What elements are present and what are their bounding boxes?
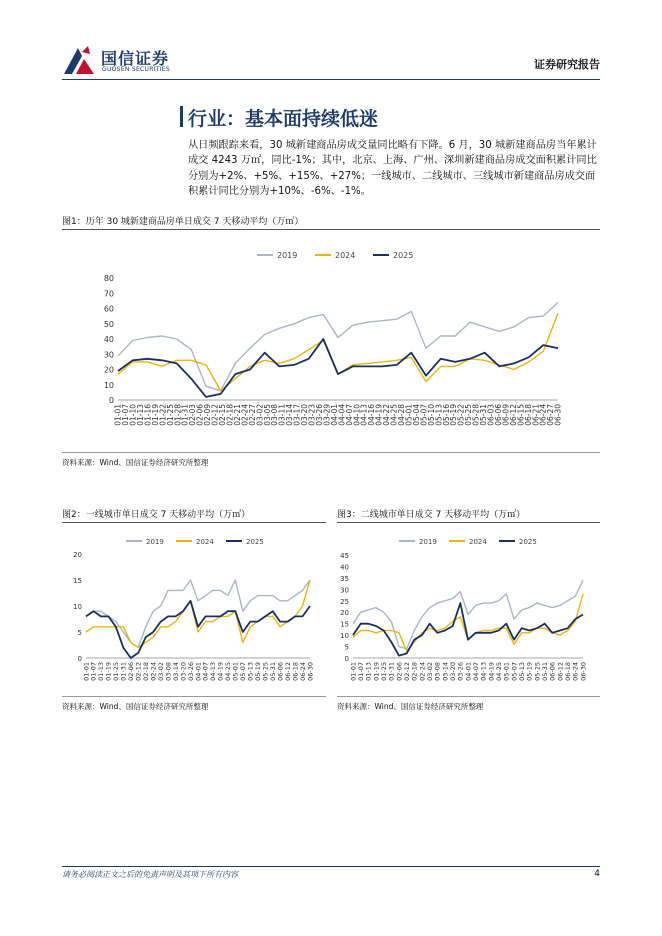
x-tick-label: 06-06	[493, 404, 503, 426]
legend-label-2025: 2025	[246, 538, 264, 546]
x-tick-label: 01-31	[180, 404, 190, 426]
x-tick-label: 02-24	[149, 662, 158, 681]
x-tick-label: 03-17	[292, 404, 302, 426]
x-tick-label: 01-07	[89, 662, 98, 681]
x-tick-label: 04-07	[471, 662, 480, 681]
series-line-2024	[118, 313, 558, 391]
x-tick-label: 05-04	[411, 404, 421, 426]
x-tick-label: 03-02	[156, 662, 165, 681]
x-tick-label: 03-26	[314, 404, 324, 426]
x-tick-label: 04-13	[209, 662, 218, 681]
x-tick-label: 05-10	[426, 404, 436, 426]
x-tick-label: 03-11	[277, 404, 287, 426]
x-tick-label: 03-08	[270, 404, 280, 426]
x-tick-label: 01-13	[364, 662, 373, 681]
x-tick-label: 01-01	[349, 662, 358, 681]
x-tick-label: 01-13	[135, 404, 145, 426]
x-tick-label: 04-25	[494, 662, 503, 681]
x-tick-label: 02-27	[247, 404, 257, 426]
section-body-paragraph: 从日频跟踪来看，30 城新建商品房成交量同比略有下降。6 月，30 城新建商品房当年累计成交 4243 万㎡，同比-1%；其中，北京、上海、广州、深圳新建商品房成交面积累计同比分别为+2%、+5%、+15%、+27%；一线城市、二线城市、三线城市新建商品房成交面积累计同比分别为+10%、-6%、-1%。	[188, 140, 597, 198]
y-tick-label: 10	[340, 632, 349, 641]
y-tick-label: 5	[344, 643, 349, 652]
y-tick-label: 60	[103, 304, 114, 314]
x-tick-label: 03-08	[433, 662, 442, 681]
x-tick-label: 06-18	[291, 662, 300, 681]
figure-1-top-rule	[62, 229, 600, 230]
legend-label-2024: 2024	[196, 538, 214, 546]
figure-2-source: 资料来源：Wind、国信证券经济研究所整理	[62, 702, 209, 711]
x-tick-label: 04-16	[367, 404, 377, 426]
x-tick-label: 06-12	[556, 662, 565, 681]
footer-divider	[62, 866, 600, 867]
y-tick-label: 20	[340, 609, 349, 618]
x-tick-label: 04-22	[382, 404, 392, 426]
x-tick-label: 01-25	[112, 662, 121, 681]
legend-item-2025	[373, 251, 413, 260]
x-tick-label: 04-28	[397, 404, 407, 426]
figure-2-top-rule	[62, 522, 326, 523]
x-tick-label: 01-31	[119, 662, 128, 681]
y-tick-label: 0	[77, 655, 82, 663]
x-tick-label: 03-14	[441, 662, 450, 681]
x-tick-label: 01-01	[113, 404, 123, 426]
x-tick-label: 03-23	[307, 404, 317, 426]
x-tick-label: 04-04	[337, 404, 347, 426]
x-tick-label: 05-13	[517, 662, 526, 681]
legend-label-2024: 2024	[469, 538, 487, 546]
x-tick-label: 05-16	[441, 404, 451, 426]
x-tick-label: 06-06	[548, 662, 557, 681]
x-tick-label: 02-24	[418, 662, 427, 681]
x-tick-label: 03-14	[285, 404, 295, 426]
x-tick-label: 02-06	[195, 404, 205, 426]
x-tick-label: 06-24	[298, 662, 307, 681]
figure-3-source: 资料来源：Wind、国信证券经济研究所整理	[337, 702, 484, 711]
section-title: 行业：基本面持续低迷	[188, 108, 379, 130]
x-tick-label: 01-28	[173, 404, 183, 426]
figure-3-title: 图3：二线城市单日成交 7 天移动平均（万㎡）	[337, 510, 526, 520]
x-tick-label: 02-15	[218, 404, 228, 426]
x-tick-label: 04-01	[329, 404, 339, 426]
figure-1-bottom-rule	[62, 452, 600, 453]
y-tick-label: 40	[103, 335, 114, 344]
x-tick-label: 05-13	[434, 404, 444, 426]
report-type-label: 证券研究报告	[534, 58, 600, 71]
x-tick-label: 03-02	[255, 404, 265, 426]
y-tick-label: 20	[103, 365, 114, 375]
x-tick-label: 05-31	[540, 662, 549, 681]
x-tick-label: 01-10	[128, 404, 138, 426]
x-tick-label: 05-19	[449, 404, 459, 426]
x-tick-label: 06-24	[538, 404, 548, 426]
x-tick-label: 05-25	[261, 662, 270, 681]
series-line-2019	[118, 302, 558, 390]
legend-item-2025	[499, 538, 537, 546]
x-tick-label: 03-29	[322, 404, 332, 426]
y-tick-label: 20	[73, 551, 82, 559]
logo-chinese-name: 国信证券	[101, 49, 170, 68]
x-tick-label: 06-06	[276, 662, 285, 681]
x-tick-label: 06-12	[508, 404, 518, 426]
x-tick-label: 01-22	[158, 404, 168, 426]
x-tick-label: 03-02	[425, 662, 434, 681]
x-tick-label: 01-25	[165, 404, 175, 426]
legend-label-2019: 2019	[146, 538, 164, 546]
x-tick-label: 04-07	[201, 662, 210, 681]
x-tick-label: 03-08	[164, 662, 173, 681]
x-tick-label: 04-19	[216, 662, 225, 681]
guosen-logo-icon	[62, 44, 96, 78]
x-tick-label: 05-07	[510, 662, 519, 681]
x-tick-label: 01-07	[121, 404, 131, 426]
x-tick-label: 01-25	[379, 662, 388, 681]
x-tick-label: 06-12	[283, 662, 292, 681]
x-tick-label: 05-25	[464, 404, 474, 426]
y-tick-label: 25	[340, 597, 349, 606]
section-title-accent	[180, 106, 183, 127]
x-tick-label: 02-21	[232, 404, 242, 426]
x-tick-label: 05-31	[479, 404, 489, 426]
x-tick-label: 04-25	[389, 404, 399, 426]
x-tick-label: 02-18	[142, 662, 151, 681]
x-tick-label: 02-03	[188, 404, 198, 426]
x-tick-label: 03-20	[300, 404, 310, 426]
x-tick-label: 02-06	[127, 662, 136, 681]
x-tick-label: 05-22	[456, 404, 466, 426]
x-tick-label: 06-30	[553, 404, 563, 426]
series-line-2025	[353, 603, 583, 656]
legend-item-2024	[176, 538, 214, 546]
header-divider	[62, 79, 600, 80]
x-tick-label: 06-24	[571, 662, 580, 681]
x-tick-label: 05-19	[254, 662, 263, 681]
legend-item-2019	[257, 251, 297, 260]
series-line-2025	[118, 339, 558, 397]
x-tick-label: 06-18	[523, 404, 533, 426]
y-tick-label: 5	[77, 629, 82, 637]
x-tick-label: 06-18	[563, 662, 572, 681]
x-tick-label: 01-07	[356, 662, 365, 681]
x-tick-label: 04-01	[194, 662, 203, 681]
x-tick-label: 02-24	[240, 404, 250, 426]
x-tick-label: 03-26	[186, 662, 195, 681]
x-tick-label: 03-26	[456, 662, 465, 681]
y-tick-label: 15	[73, 577, 82, 585]
x-tick-label: 06-09	[501, 404, 511, 426]
x-tick-label: 04-19	[374, 404, 384, 426]
x-tick-label: 06-03	[486, 404, 496, 426]
x-tick-label: 02-12	[402, 662, 411, 681]
x-tick-label: 02-06	[395, 662, 404, 681]
legend-item-2024	[315, 251, 355, 260]
x-tick-label: 04-10	[352, 404, 362, 426]
x-tick-label: 04-19	[487, 662, 496, 681]
figure-2-line-chart	[62, 524, 326, 696]
y-tick-label: 35	[340, 574, 349, 583]
x-tick-label: 01-13	[97, 662, 106, 681]
y-tick-label: 10	[73, 603, 82, 611]
x-tick-label: 05-19	[525, 662, 534, 681]
x-tick-label: 02-09	[203, 404, 213, 426]
x-tick-label: 05-25	[533, 662, 542, 681]
x-tick-label: 01-31	[387, 662, 396, 681]
legend-label-2025: 2025	[393, 251, 414, 260]
figure-3-bottom-rule	[337, 696, 600, 697]
x-tick-label: 05-13	[246, 662, 255, 681]
legend-item-2019	[126, 538, 164, 546]
y-tick-label: 70	[103, 289, 114, 299]
x-tick-label: 02-12	[210, 404, 220, 426]
figure-3-top-rule	[337, 522, 600, 523]
legend-label-2019: 2019	[419, 538, 437, 546]
x-tick-label: 03-20	[179, 662, 188, 681]
x-tick-label: 03-05	[262, 404, 272, 426]
figure-1-title: 图1：历年 30 城新建商品房单日成交 7 天移动平均（万㎡）	[62, 217, 304, 227]
x-tick-label: 02-18	[225, 404, 235, 426]
y-tick-label: 10	[103, 380, 114, 390]
x-tick-label: 04-25	[224, 662, 233, 681]
x-tick-label: 06-27	[546, 404, 556, 426]
x-tick-label: 01-16	[143, 404, 153, 426]
x-tick-label: 04-13	[479, 662, 488, 681]
x-tick-label: 04-01	[464, 662, 473, 681]
y-tick-label: 15	[340, 620, 349, 629]
x-tick-label: 06-30	[306, 662, 315, 681]
x-tick-label: 05-28	[471, 404, 481, 426]
footer-disclaimer: 请务必阅读正文之后的免责声明及其项下所有内容	[62, 870, 238, 879]
legend-label-2024: 2024	[335, 251, 356, 260]
x-tick-label: 04-13	[359, 404, 369, 426]
x-tick-label: 05-31	[268, 662, 277, 681]
figure-2-title: 图2：一线城市单日成交 7 天移动平均（万㎡）	[62, 510, 251, 520]
logo-english-name: GUOSEN SECURITIES	[102, 66, 171, 73]
x-tick-label: 06-30	[579, 662, 588, 681]
x-tick-label: 01-19	[150, 404, 160, 426]
x-tick-label: 02-12	[134, 662, 143, 681]
x-tick-label: 06-15	[516, 404, 526, 426]
x-tick-label: 01-19	[104, 662, 113, 681]
x-tick-label: 03-14	[171, 662, 180, 681]
y-tick-label: 30	[340, 586, 349, 595]
y-tick-label: 30	[103, 350, 114, 360]
x-tick-label: 05-01	[404, 404, 414, 426]
x-tick-label: 05-07	[239, 662, 248, 681]
x-tick-label: 05-01	[231, 662, 240, 681]
figure-1-line-chart	[62, 232, 600, 452]
x-tick-label: 02-18	[410, 662, 419, 681]
page-number: 4	[594, 869, 600, 879]
y-tick-label: 40	[340, 563, 349, 572]
y-tick-label: 0	[108, 396, 114, 405]
figure-3-line-chart	[337, 524, 600, 696]
x-tick-label: 05-07	[419, 404, 429, 426]
x-tick-label: 04-07	[344, 404, 354, 426]
x-tick-label: 05-01	[502, 662, 511, 681]
figure-2-bottom-rule	[62, 696, 326, 697]
x-tick-label: 01-19	[372, 662, 381, 681]
y-tick-label: 80	[103, 274, 114, 283]
legend-label-2019: 2019	[277, 251, 298, 260]
legend-item-2025	[226, 538, 264, 546]
x-tick-label: 01-01	[82, 662, 91, 681]
y-tick-label: 45	[340, 552, 349, 560]
x-tick-label: 06-21	[531, 404, 541, 426]
legend-item-2019	[399, 538, 437, 546]
legend-label-2025: 2025	[519, 538, 537, 546]
figure-1-source: 资料来源：Wind、国信证券经济研究所整理	[62, 458, 209, 467]
legend-item-2024	[449, 538, 487, 546]
x-tick-label: 03-20	[448, 662, 457, 681]
y-tick-label: 0	[344, 655, 349, 663]
series-line-2024	[353, 594, 583, 651]
y-tick-label: 50	[103, 319, 114, 329]
